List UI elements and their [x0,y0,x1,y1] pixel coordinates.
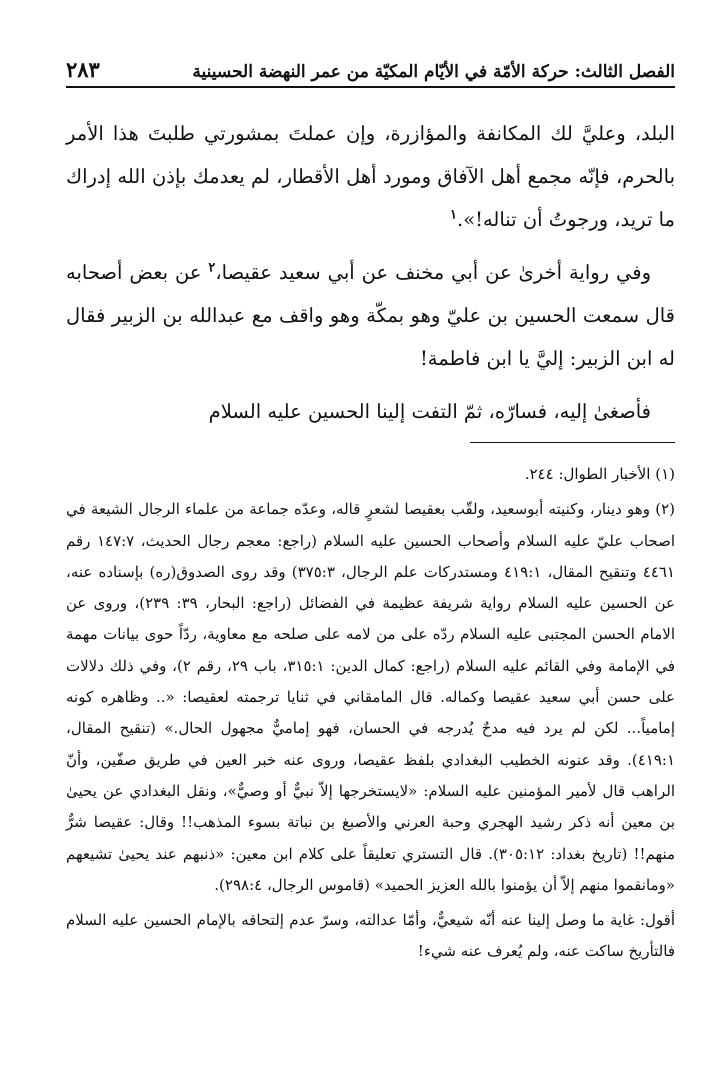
paragraph-2 [66,251,675,380]
paragraph-2-text-b: عن بعض أصحابه قال سمعت الحسين بن عليّ وهو بمكّة وهو واقف مع عبدالله بن الزبير فقال له ابن الزبير: إليَّ يا ابن فاطمة! [66,261,675,370]
paragraph-2-text-a: وفي رواية أخرىٰ عن أبي مخنف عن أبي سعيد عقيصا، [215,261,652,284]
footnote-1: (١) الأخبار الطوال: ٢٤٤. [524,465,675,483]
footnote-ref-2: ٢ [208,260,216,276]
page-number: ٢٨٣ [66,57,100,82]
paragraph-1 [66,112,675,241]
paragraph-3: فأصغىٰ إليه، فسارّه، ثمّ التفت إلينا الحسين عليه السلام [208,400,651,423]
running-title: الفصل الثالث: حركة الأمّة في الأيّام المكيّة من عمر النهضة الحسينية [192,62,675,82]
footnotes [66,459,675,968]
footnote-separator [470,442,675,443]
footnote-2: (٢) وهو دينار، وكنيته أبوسعيد، ولقّب بعقيصا لشعرٍ قاله، وعدّه جماعة من علماء الرجال الشيعة في اصحاب عليّ عليه السلام وأصحاب الحسين عليه السلام (راجع: معجم رجال الحديث، ١٤٧:٧ رقم ٤٤٦١ وتنقيح المقال، ٤١٩:١ ومستدركات علم الرجال، ٣٧٥:٣) وقد روى الصدوق(ره) بإسناده عنه، عن الحسين عليه السلام رواية شريفة عظيمة في الفضائل (راجع: البحار، ٣٩: ٢٣٩)، وروى عن الامام الحسن المجتبى عليه السلام ردّه على من لامه على صلحه مع معاوية، ردّاً حوى بيانات مهمة في الإمامة وفي القائم عليه السلام (راجع: كمال الدين: ٣١٥:١، باب ٢٩، رقم ٢)، وفي ذلك دلالات على حسن أبي سعيد عقيصا وكماله. قال المامقاني في ثنايا ترجمته لعقيصا: «.. وظاهره كونه إمامياً... لكن لم يرد فيه مدحٌ يُدرجه في الحسان، فهو إماميٌّ مجهول الحال.» (تنقيح المقال، ٤١٩:١). وقد عنونه الخطيب البغدادي بلفظ عقيصا، وروى عنه خبر العين في طريق صفّين، وأنّ الراهب قال لأمير المؤمنين عليه السلام: «لايستخرجها إلاّ نبيٌّ أو وصيٌّ»، ونقل البغدادي عن يحيىٰ بن معين أنه ذكر رشيد الهجري وحبة العرني والأصبغ بن نباتة بسوء المذهب!! وقال: عقيصا شرٌّ منهم!! (تاريخ بغداد: ٣٠٥:١٢). قال التستري تعليقاً على كلام ابن معين: «ذنبهم عند يحيىٰ تشيعهم «ومانقموا منهم إلاّ أن يؤمنوا بالله العزيز الحميد» (قاموس الرجال، ٢٩٨:٤). [66,500,676,894]
page-header [66,38,675,88]
footnote-ref-1: ١ [450,207,457,223]
main-text [66,112,675,443]
footnote-comment: أقول: غاية ما وصل إلينا عنه أنّه شيعيٌّ، وأمّا عدالته، وسرّ عدم إلتحاقه بالإمام الحسين عليه السلام فالتأريخ ساكت عنه، ولم يُعرف عنه شيء! [66,911,675,961]
paragraph-1-text: البلد، وعليَّ لك المكانفة والمؤازرة، وإن عملتَ بمشورتي طلبتَ هذا الأمر بالحرم، فإنّه مجمع أهل الآفاق ومورد أهل الأقطار، لم يعدمك بإذن الله إدراك ما تريد، ورجوتُ أن تناله!». [66,122,675,231]
